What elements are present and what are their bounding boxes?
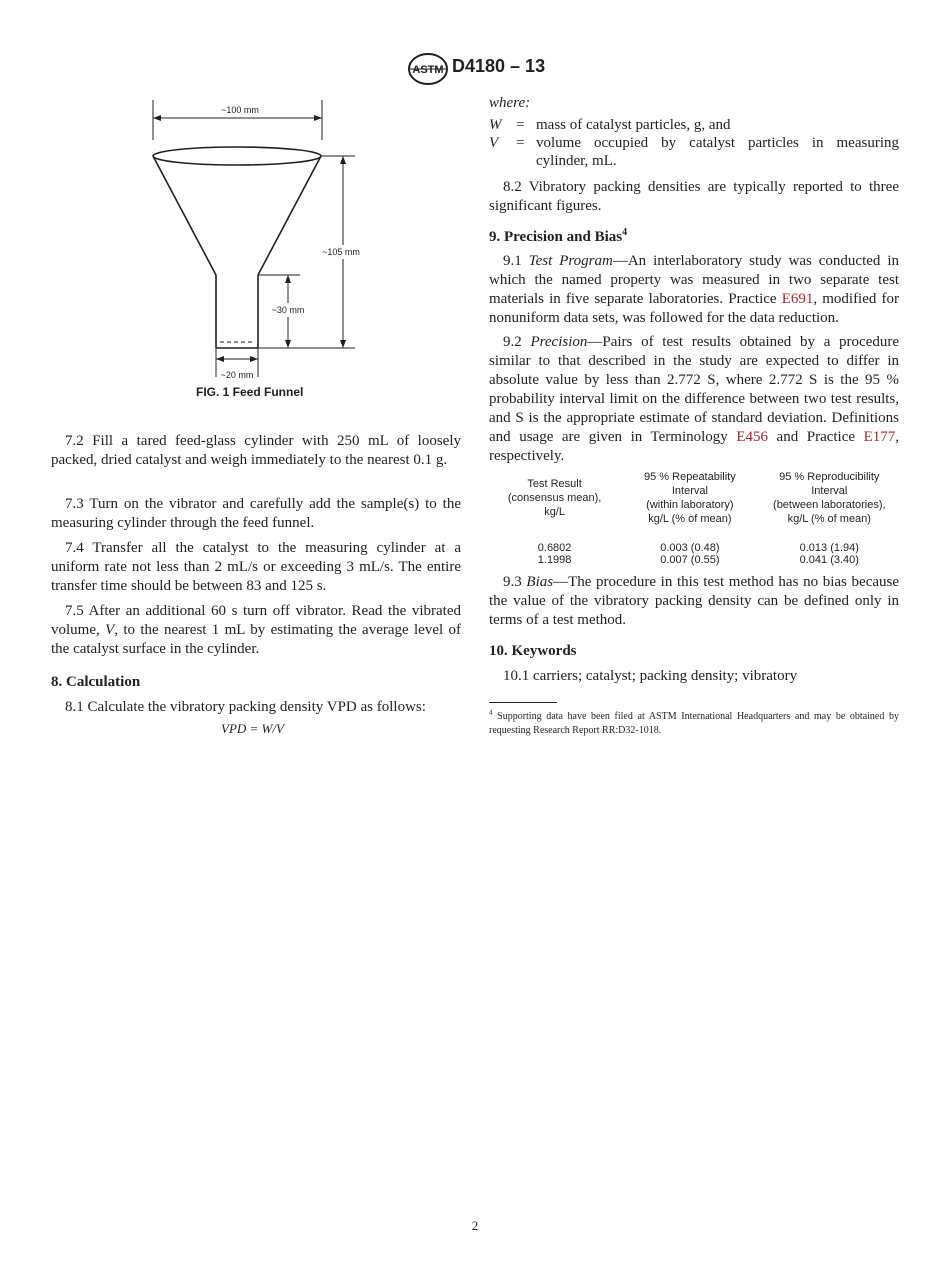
link-e691[interactable]: E691 (781, 291, 814, 307)
table-cell: 0.041 (3.40) (799, 554, 859, 566)
variable-definition: volume occupied by catalyst particles in measuring cylinder, mL. (536, 135, 899, 169)
document-id: D4180 – 13 (452, 56, 546, 76)
table-row (489, 542, 899, 554)
section-10-heading: 10. Keywords (489, 643, 577, 659)
variable-v-row (489, 134, 899, 170)
paragraph-9-2-number: 9.2 (503, 334, 531, 350)
page-header (0, 52, 950, 86)
section-9-heading-text: 9. Precision and Bias (489, 229, 623, 245)
link-e456[interactable]: E456 (736, 429, 768, 445)
dim-top-width-label: ~100 mm (221, 105, 259, 115)
paragraph-9-1-title: Test Program (528, 253, 613, 269)
paragraph-9-3 (489, 573, 899, 630)
footnote-ref-4: 4 (622, 227, 628, 238)
paragraph-9-2-text-a: —Pairs of test results obtained by a procedure similar to that described in the study are expected to differ in absolute value by less than 2.772 S, where 2.772 S is the 95 % probability interval limit on the difference between two test results, and S is the appropriate estimate of standard deviation. Definitions and usage are given in Terminology (489, 334, 900, 445)
footnote-number: 4 (489, 708, 493, 717)
table-header-row (489, 470, 899, 526)
svg-text:ASTM: ASTM (412, 64, 444, 76)
paragraph-7-5 (51, 602, 461, 659)
paragraph-9-3-title: Bias (526, 574, 554, 590)
paragraph-9-1-text-a: —An interlaboratory study was conducted in which the named property was measured in two separate test materials in five separate laboratories. Practice (489, 253, 899, 307)
paragraph-8-1: 8.1 Calculate the vibratory packing density VPD as follows: (65, 699, 426, 715)
variable-definition: mass of catalyst particles, g, and (536, 117, 731, 133)
paragraph-7-5-var: V (105, 622, 115, 638)
feed-funnel-figure (140, 95, 380, 385)
table-cell: 0.6802 (537, 542, 572, 554)
footnote-4 (489, 710, 899, 738)
table-header-repeatability: 95 % Repeatability Interval (within laboratory) kg/L (% of mean) (644, 471, 736, 525)
link-e177[interactable]: E177 (863, 429, 896, 445)
table-cell: 1.1998 (537, 554, 572, 566)
paragraph-9-2-text-b: and Practice (768, 429, 864, 445)
astm-logo-icon (407, 52, 449, 86)
paragraph-9-1-text-b: , modified for nonuniform data sets, was followed for the data reduction. (489, 291, 899, 326)
table-cell: 0.013 (1.94) (799, 542, 859, 554)
variable-symbol: V (489, 135, 499, 151)
variable-symbol: W (489, 117, 502, 133)
paragraph-9-3-number: 9.3 (503, 574, 527, 590)
table-cell: 0.007 (0.55) (660, 554, 720, 566)
table-row (489, 554, 899, 566)
paragraph-7-2: 7.2 Fill a tared feed-glass cylinder with 250 mL of loosely packed, dried catalyst and weigh immediately to the nearest 0.1 g. (51, 433, 461, 468)
dim-total-height-label: ~105 mm (322, 247, 360, 257)
paragraph-9-3-text-a: —The procedure in this test method has no bias because the value of the vibratory packing density can be defined only in terms of a test method. (489, 574, 900, 628)
paragraph-7-5-text-b: , to the nearest 1 mL by estimating the average level of the catalyst surface in the cylinder. (51, 622, 461, 657)
vpd-equation: VPD = W/V (221, 721, 284, 736)
variable-equals: = (516, 135, 525, 151)
table-cell: 0.003 (0.48) (660, 542, 720, 554)
dim-stem-height-label: ~30 mm (271, 305, 305, 315)
paragraph-9-1 (489, 252, 899, 328)
variable-w-row (489, 116, 899, 134)
table-header-test-result: Test Result (consensus mean), kg/L (507, 478, 602, 518)
paragraph-7-5-text-a: 7.5 After an additional 60 s turn off vibrator. Read the vibrated volume, (51, 603, 461, 638)
table-header-reproducibility: 95 % Reproducibility Interval (between laboratories), kg/L (% of mean) (773, 471, 886, 525)
paragraph-9-2-title: Precision (530, 334, 588, 350)
where-label: where: (489, 95, 531, 111)
paragraph-7-3: 7.3 Turn on the vibrator and carefully add the sample(s) to the measuring cylinder through the feed funnel. (51, 496, 461, 531)
footnote-text: Supporting data have been filed at ASTM International Headquarters and may be obtained by requesting Research Report RR:D32-1018. (489, 711, 899, 736)
paragraph-10-1: 10.1 carriers; catalyst; packing density; vibratory (503, 668, 798, 684)
dim-stem-width-label: ~20 mm (220, 370, 254, 380)
paragraph-8-2: 8.2 Vibratory packing densities are typically reported to three significant figures. (489, 179, 899, 214)
footnote-divider (489, 702, 557, 703)
precision-table (489, 470, 899, 566)
paragraph-7-4: 7.4 Transfer all the catalyst to the measuring cylinder at a uniform rate not less than 2 mL/s or exceeding 3 mL/s. The entire transfer time should be between 83 and 125 s. (51, 540, 461, 594)
section-8-heading: 8. Calculation (51, 674, 141, 690)
paragraph-9-2 (489, 333, 899, 466)
section-9-heading (489, 228, 627, 247)
variable-equals: = (516, 117, 525, 133)
figure-caption: FIG. 1 Feed Funnel (196, 385, 304, 399)
paragraph-9-1-number: 9.1 (503, 253, 529, 269)
page-number: 2 (471, 1218, 479, 1233)
paragraph-9-2-text-c: , respectively. (489, 429, 899, 464)
